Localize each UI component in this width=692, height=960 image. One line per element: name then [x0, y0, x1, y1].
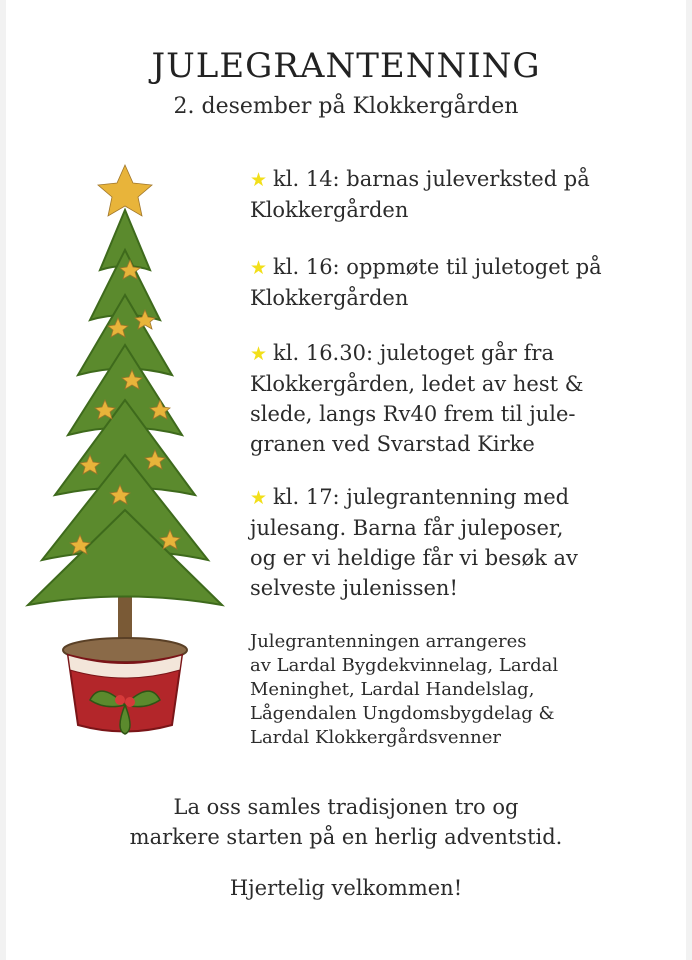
star-icon: ★ [250, 257, 268, 279]
page-subtitle: 2. desember på Klokkergården [173, 94, 519, 119]
schedule-item: ★ kl. 16: oppmøte til juletoget på Klokkergården [250, 255, 602, 310]
welcome-text: Hjertelig velkommen! [229, 876, 463, 900]
schedule-item: ★ kl. 14: barnas juleverksted på Klokkergården [250, 167, 590, 222]
star-icon: ★ [250, 487, 268, 509]
page-title: JULEGRANTENNING [151, 46, 541, 86]
star-icon: ★ [250, 343, 268, 365]
schedule-item: ★ kl. 17: julegrantenning med julesang. Barna får juleposer, og er vi heldige får vi besøk av selveste julenissen! [250, 485, 578, 600]
christmas-tree-icon [20, 150, 230, 740]
organizers-text: Julegrantenningen arrangeres av Lardal Bygdekvinnelag, Lardal Meninghet, Lardal Handelslag, Lågendalen Ungdomsbygdelag & Lardal Klokkergårdsvenner [250, 631, 559, 748]
schedule-item: ★ kl. 16.30: juletoget går fra Klokkergården, ledet av hest & slede, langs Rv40 frem til jule- granen ved Svarstad Kirke [250, 341, 584, 456]
closing-text: La oss samles tradisjonen tro og markere starten på en herlig adventstid. [129, 795, 563, 849]
star-icon: ★ [250, 169, 268, 191]
